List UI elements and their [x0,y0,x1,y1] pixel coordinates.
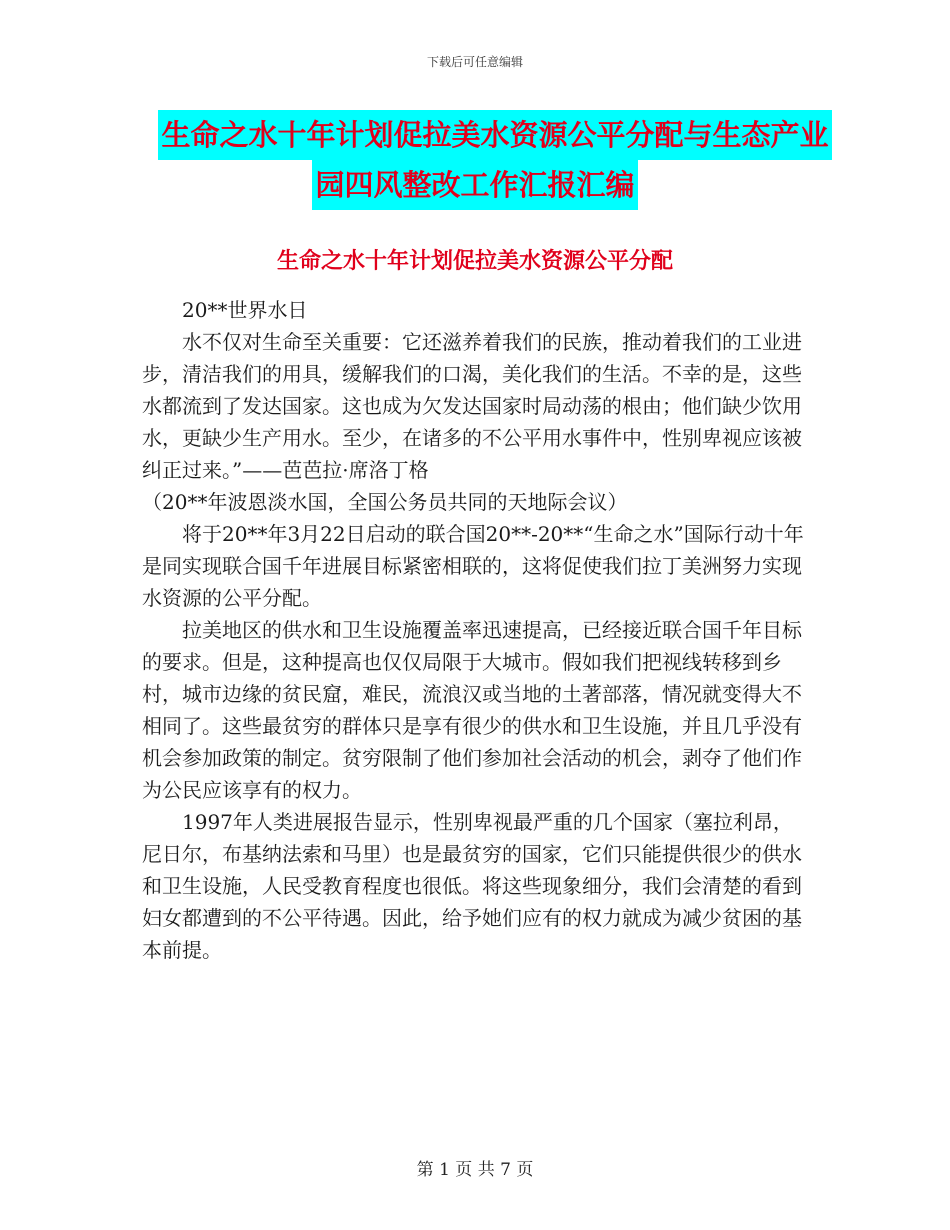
page-number: 第 1 页 共 7 页 [416,1160,534,1180]
paragraph: 1997年人类进展报告显示，性别卑视最严重的几个国家（塞拉利昂，尼日尔，布基纳法索和马里）也是最贫穷的国家，它们只能提供很少的供水和卫生设施，人民受教育程度也很低。将这些现象细分，我们会清楚的看到妇女都遭到的不公平待遇。因此，给予她们应有的权力就成为减少贫困的基本前提。 [142,810,802,962]
section-title: 生命之水十年计划促拉美水资源公平分配 [276,249,673,274]
document-title [0,110,950,210]
paragraph-date: 20**世界水日 [182,298,308,322]
paragraph-quote-source: （20**年波恩淡水国，全国公务员共同的天地际会议） [142,490,628,514]
header-note: 下载后可任意编辑 [426,55,523,69]
paragraph: 将于20**年3月22日启动的联合国20**-20**“生命之水”国际行动十年是同实现联合国千年进展目标紧密相联的，这将促使我们拉丁美洲努力实现水资源的公平分配。 [142,522,804,610]
paragraph: 拉美地区的供水和卫生设施覆盖率迅速提高，已经接近联合国千年目标的要求。但是，这种提高也仅仅局限于大城市。假如我们把视线转移到乡村，城市边缘的贫民窟，难民，流浪汉或当地的土著部落，情况就变得大不相同了。这些最贫穷的群体只是享有很少的供水和卫生设施，并且几乎没有机会参加政策的制定。贫穷限制了他们参加社会活动的机会，剥夺了他们作为公民应该享有的权力。 [142,618,802,802]
document-body [142,294,812,966]
document-title-line-1: 生命之水十年计划促拉美水资源公平分配与生态产业 [158,110,831,160]
paragraph-quote: 水不仅对生命至关重要：它还滋养着我们的民族，推动着我们的工业进步，清洁我们的用具，缓解我们的口渴，美化我们的生活。不幸的是，这些水都流到了发达国家。这也成为欠发达国家时局动荡的根由；他们缺少饮用水，更缺少生产用水。至少，在诸多的不公平用水事件中，性别卑视应该被纠正过来。”——芭芭拉·席洛丁格 [142,330,802,482]
document-title-line-2: 园四风整改工作汇报汇编 [312,160,637,210]
